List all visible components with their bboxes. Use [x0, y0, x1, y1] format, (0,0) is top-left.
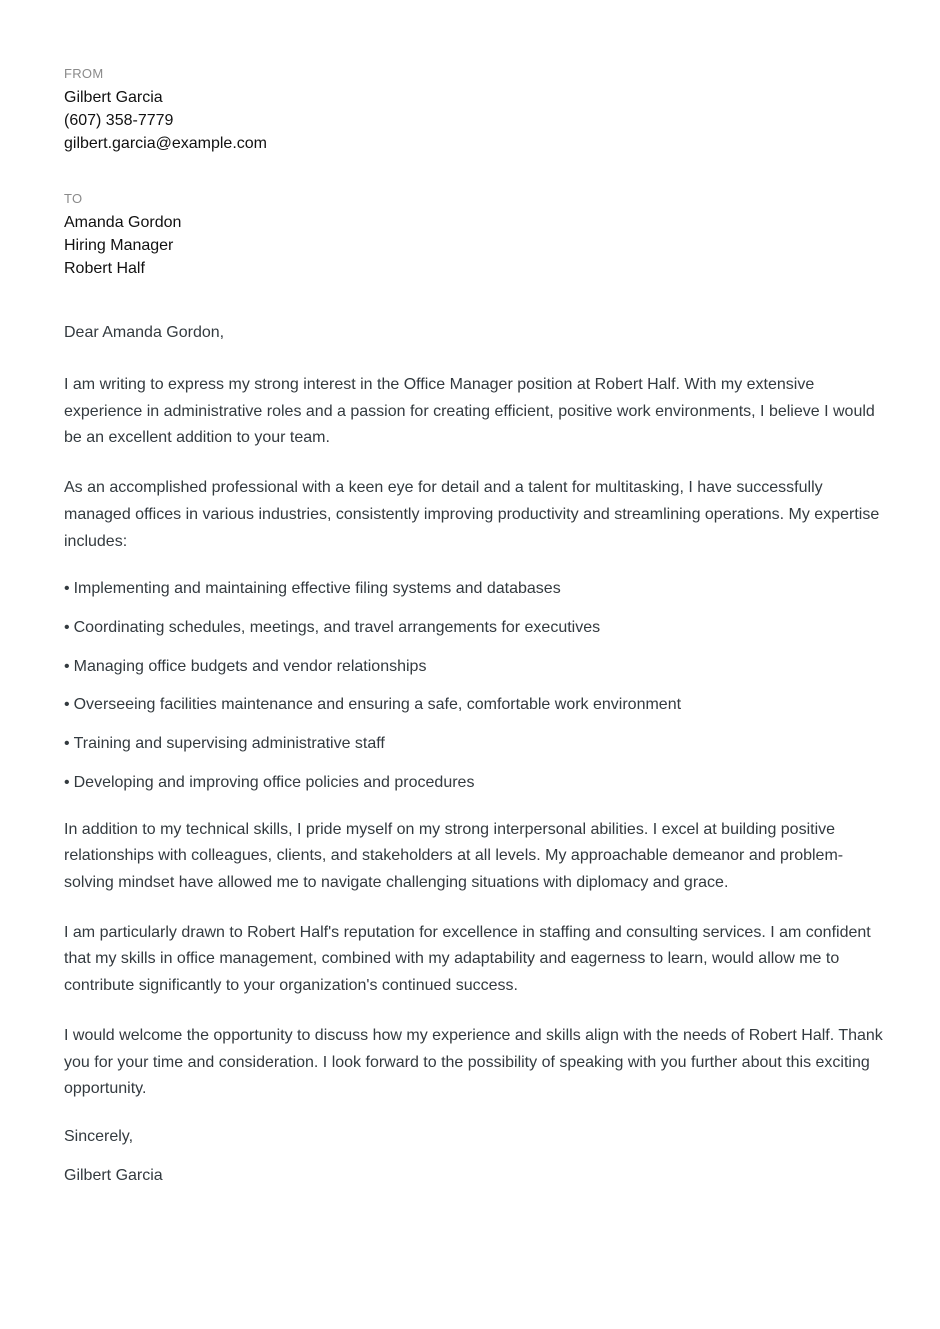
recipient-company: Robert Half [64, 260, 145, 277]
list-item-text: Managing office budgets and vendor relationships [73, 657, 427, 675]
list-item [64, 656, 890, 678]
list-item-text: Overseeing facilities maintenance and ensuring a safe, comfortable work environment [73, 696, 682, 714]
list-item-text: Coordinating schedules, meetings, and travel arrangements for executives [73, 618, 601, 636]
list-item [64, 733, 890, 755]
to-label: TO [64, 191, 83, 206]
list-item-text: Implementing and maintaining effective filing systems and databases [73, 580, 561, 598]
body-paragraph-closing: I would welcome the opportunity to discuss how my experience and skills align with the needs of Robert Half. Thank you for your time and consideration. I look forward to the possibility of speaking with you further about this exciting opportunity. [64, 1026, 883, 1098]
bullet-marker: • [64, 657, 70, 675]
list-item-text: Training and supervising administrative staff [73, 734, 385, 752]
expertise-list [64, 578, 890, 793]
list-item [64, 578, 890, 600]
list-item [64, 694, 890, 716]
body-paragraph-interpersonal: In addition to my technical skills, I pride myself on my strong interpersonal abilities. I excel at building positive relationships with colleagues, clients, and stakeholders at all levels. My approachable demeanor and problem-solving mindset have allowed me to navigate challenging situations with diplomacy and grace. [64, 820, 844, 892]
recipient-block [64, 191, 890, 280]
bullet-marker: • [64, 618, 70, 636]
sender-email: gilbert.garcia@example.com [64, 135, 267, 152]
sender-block [64, 66, 890, 155]
closing-phrase: Sincerely, [64, 1127, 134, 1145]
body-paragraph-intro: I am writing to express my strong interest in the Office Manager position at Robert Half. With my extensive experience in administrative roles and a passion for creating efficient, positive work environments, I believe I would be an excellent addition to your team. [64, 376, 875, 447]
sender-name: Gilbert Garcia [64, 89, 163, 106]
recipient-title: Hiring Manager [64, 237, 174, 254]
list-item-text: Developing and improving office policies and procedures [73, 773, 475, 791]
signature-name: Gilbert Garcia [64, 1166, 163, 1184]
bullet-marker: • [64, 580, 70, 598]
salutation: Dear Amanda Gordon, [64, 324, 225, 341]
body-paragraph-company: I am particularly drawn to Robert Half's reputation for excellence in staffing and consulting services. I am confident that my skills in office management, combined with my adaptability and eagerness to learn, would allow me to contribute significantly to your organization's continued success. [64, 923, 871, 995]
body-paragraph-expertise: As an accomplished professional with a keen eye for detail and a talent for multitasking, I have successfully managed offices in various industries, consistently improving productivity and streamlining operations. My expertise includes: [64, 479, 880, 550]
bullet-marker: • [64, 696, 70, 714]
sender-phone: (607) 358-7779 [64, 112, 174, 129]
from-label: FROM [64, 66, 104, 81]
bullet-marker: • [64, 734, 70, 752]
recipient-name: Amanda Gordon [64, 214, 182, 231]
list-item [64, 772, 890, 794]
bullet-marker: • [64, 773, 70, 791]
list-item [64, 617, 890, 639]
